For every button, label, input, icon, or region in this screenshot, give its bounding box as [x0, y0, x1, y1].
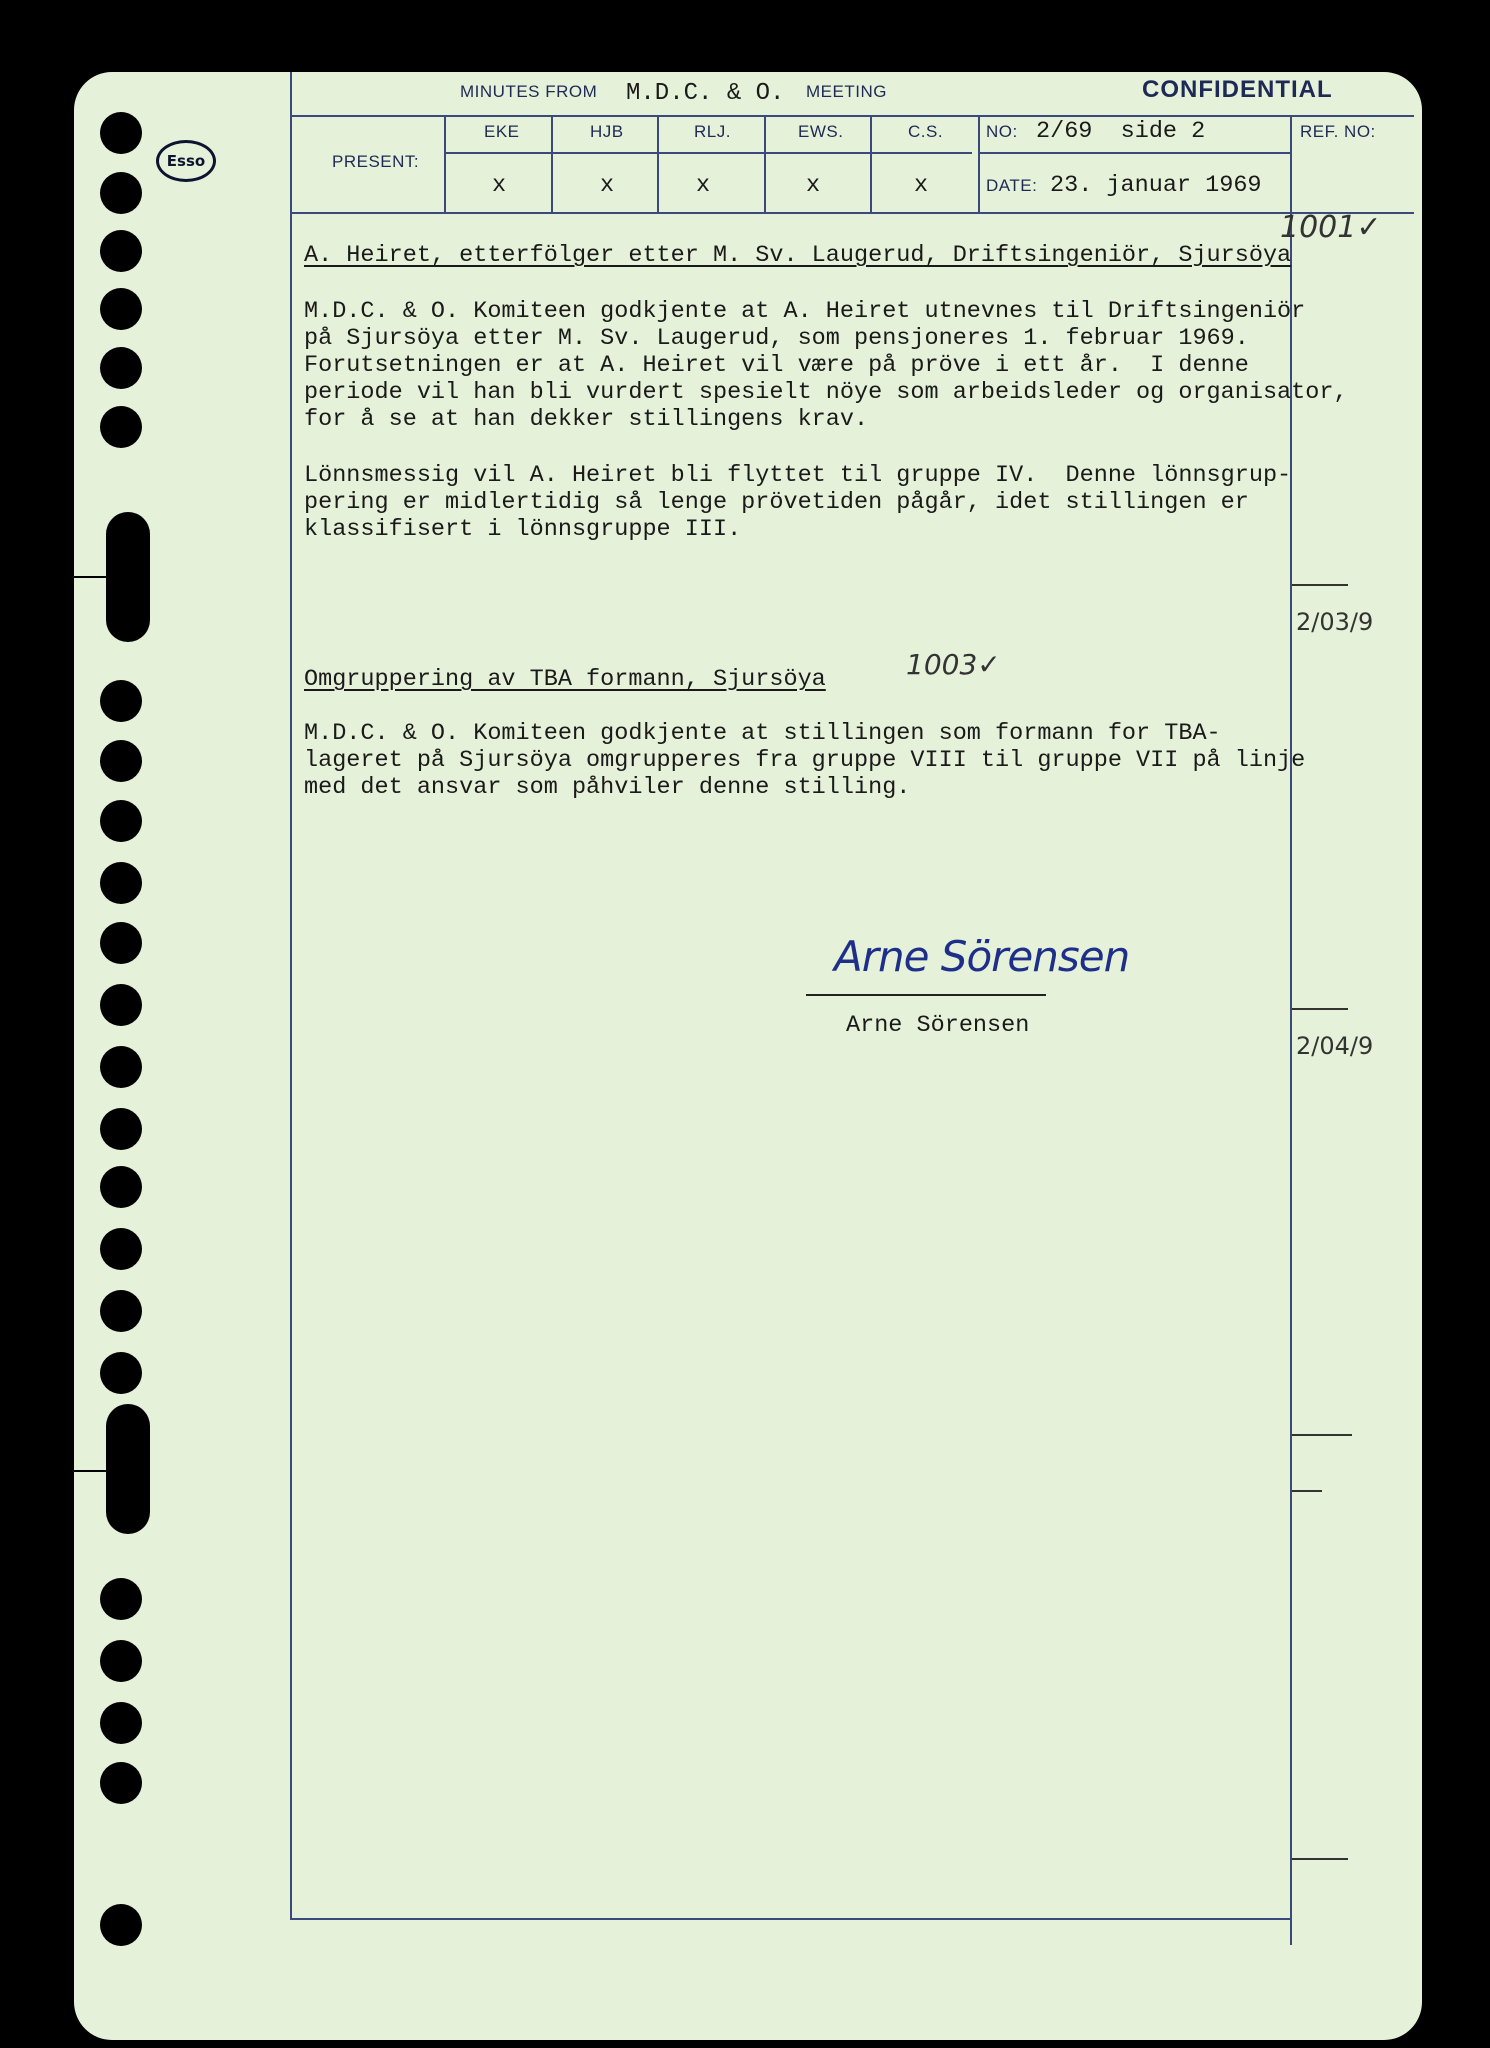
ref-mark: 1001✓ — [1280, 210, 1382, 245]
confidential-label: CONFIDENTIAL — [1142, 76, 1333, 103]
binder-hole — [100, 1578, 142, 1620]
cell-rule — [444, 115, 446, 212]
margin-ref: 2/03/9 — [1296, 608, 1374, 636]
esso-logo: Esso — [156, 140, 216, 182]
ref-mark: 1003✓ — [906, 648, 1001, 681]
number-rule — [978, 152, 1290, 154]
section-paragraph: M.D.C. & O. Komiteen godkjente at stillingen som formann for TBA- lageret på Sjursöya omgrupperes fra gruppe VIII til gruppe VII på linje med det ansvar som påhviler denne stilling. — [304, 720, 1306, 801]
binder-hole — [100, 406, 142, 448]
cell-rule — [870, 115, 872, 212]
ref-rule — [1292, 1008, 1348, 1010]
cell-rule — [657, 115, 659, 212]
no-value: 2/69 side 2 — [1036, 118, 1206, 145]
attendee-initials: EKE — [484, 122, 520, 141]
ref-rule — [1292, 1490, 1322, 1492]
binder-hole — [100, 112, 142, 154]
attendance-mark: x — [600, 172, 615, 199]
attendance-mark: x — [806, 172, 821, 199]
signature: Arne Sörensen — [834, 932, 1130, 981]
binder-hole — [100, 1702, 142, 1744]
attendance-mark: x — [492, 172, 507, 199]
minutes-page — [74, 72, 1422, 2040]
bottom-rule — [290, 1918, 1292, 1920]
attendee-initials: HJB — [590, 122, 624, 141]
cell-rule — [551, 115, 553, 212]
binder-hole — [100, 288, 142, 330]
binder-hole — [100, 1166, 142, 1208]
margin-ref: 2/04/9 — [1296, 1032, 1374, 1060]
meeting-name: M.D.C. & O. — [626, 80, 785, 107]
section-heading: A. Heiret, etterfölger etter M. Sv. Laugerud, Driftsingeniör, Sjursöya — [304, 242, 1292, 269]
attendee-rule — [444, 152, 972, 154]
ref-rule — [1292, 584, 1348, 586]
binder-hole — [100, 922, 142, 964]
meeting-label: MEETING — [806, 82, 887, 101]
binder-hole — [100, 862, 142, 904]
present-label: PRESENT: — [332, 152, 420, 171]
ref-rule — [1292, 1858, 1348, 1860]
binder-hole — [100, 1640, 142, 1682]
attendee-initials: RLJ. — [694, 122, 731, 141]
header-rule — [290, 212, 1414, 214]
section-paragraph: M.D.C. & O. Komiteen godkjente at A. Heiret utnevnes til Driftsingeniör på Sjursöya etter M. Sv. Laugerud, som pensjoneres 1. februar 1969. Forutsetningen er at A. Heiret vil være på pröve i ett år. I denne periode vil han bli vurdert spesielt nöye som arbeidsleder og organisator, for å se at han dekker stillingens krav. — [304, 298, 1348, 433]
ref-rule — [1292, 1434, 1352, 1436]
no-label: NO: — [986, 122, 1018, 141]
margin-rule — [290, 72, 292, 1920]
binder-hole — [100, 1352, 142, 1394]
binder-hole — [100, 680, 142, 722]
attendance-mark: x — [914, 172, 929, 199]
binder-hole — [100, 740, 142, 782]
binder-hole — [100, 172, 142, 214]
binder-hole — [100, 1762, 142, 1804]
binder-hole — [100, 1228, 142, 1270]
section-paragraph: Lönnsmessig vil A. Heiret bli flyttet til gruppe IV. Denne lönnsgrup- pering er midlertidig så lenge prövetiden pågår, idet stillingen er klassifisert i lönnsgruppe III. — [304, 462, 1292, 543]
date-value: 23. januar 1969 — [1050, 172, 1262, 199]
signature-rule — [806, 994, 1046, 996]
minutes-from-label: MINUTES FROM — [460, 82, 598, 101]
cell-rule — [978, 115, 980, 212]
binder-hole — [100, 1108, 142, 1150]
binder-hole — [100, 1904, 142, 1946]
attendee-initials: EWS. — [798, 122, 844, 141]
binder-slot — [106, 1404, 150, 1534]
binder-hole — [100, 1290, 142, 1332]
binder-hole — [100, 984, 142, 1026]
binder-hole — [100, 347, 142, 389]
binder-hole — [100, 230, 142, 272]
cell-rule — [764, 115, 766, 212]
binder-hole — [100, 1046, 142, 1088]
signer-name: Arne Sörensen — [846, 1012, 1030, 1039]
binder-mark — [74, 576, 130, 578]
section-heading: Omgruppering av TBA formann, Sjursöya — [304, 666, 826, 693]
header-rule — [290, 115, 1414, 117]
binder-hole — [100, 800, 142, 842]
ref-no-label: REF. NO: — [1300, 122, 1376, 141]
date-label: DATE: — [986, 176, 1038, 195]
attendance-mark: x — [696, 172, 711, 199]
binder-mark — [74, 1470, 130, 1472]
attendee-initials: C.S. — [908, 122, 944, 141]
